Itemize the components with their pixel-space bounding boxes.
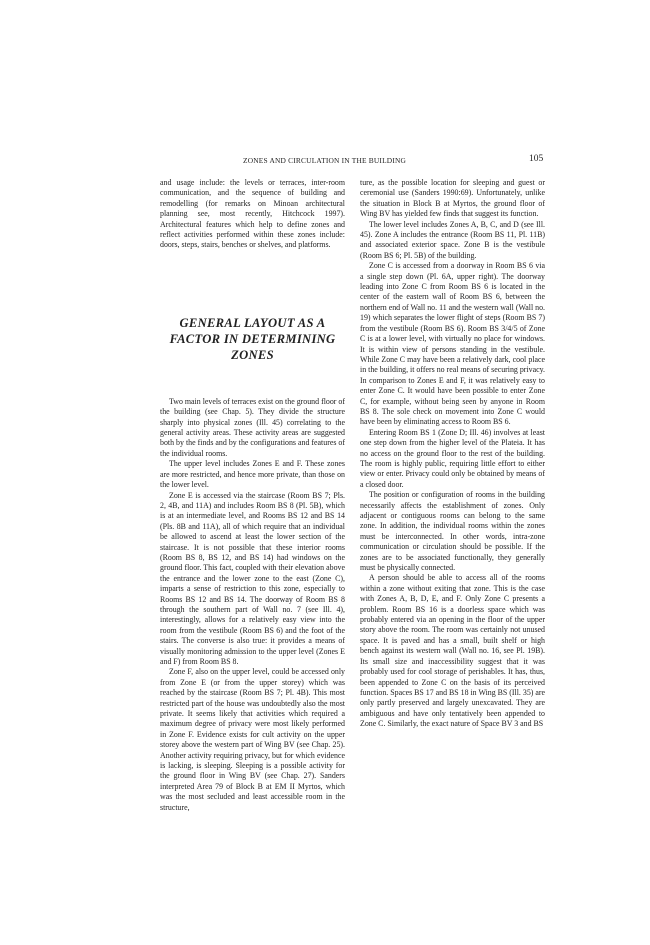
paragraph: and usage include: the levels or terraces, inter-room communication, and the sequence of building and remodelling (for remarks on Minoan architectural planning see, most recently, Hitchcock 1997). Architectural features which help to define zones and reflect activities performed within these zones include: doors, steps, stairs, benches or shelves, and platforms. [160,178,345,250]
paragraph: The position or configuration of rooms in the building necessarily affects the establishment of zones. Only adjacent or contiguous rooms can belong to the same zone. In addition, the individual rooms within the zones must be interconnected. In other words, intra-zone communication or circulation should be possible. If the zones are to be associated functionally, they generally must be physically connected. [360,490,545,573]
paragraph: Zone C is accessed from a doorway in Room BS 6 via a single step down (Pl. 6A, upper right). The doorway leading into Zone C from Room BS 6 is located in the center of the eastern wall of Room BS 6, between the northern end of Wall no. 11 and the western wall (Wall no. 19) which separates the lower flight of steps (Room BS 7) from the vestibule (Room BS 6). Room BS 3/4/5 of Zone C is at a lower level, with virtually no place for windows. It is within view of persons standing in the vestibule. While Zone C may have been a relatively dark, cool place in the building, it offers no real means of securing privacy. In comparison to Zones E and F, it was relatively easy to enter Zone C. It would have been possible to enter Zone C, for example, without being seen by anyone in Room BS 8. The sole check on movement into Zone C would have been by eliminating access to Room BS 6. [360,261,545,427]
paragraph: Two main levels of terraces exist on the ground floor of the building (see Chap. 5). They divide the structure sharply into physical zones (Ill. 45) correlating to the general activity areas. These activity areas are suggested both by the finds and by the configurations and features of the individual rooms. [160,396,345,458]
paragraph: The upper level includes Zones E and F. These zones are more restricted, and hence more private, than those on the lower level. [160,459,345,490]
paragraph: Entering Room BS 1 (Zone D; Ill. 46) involves at least one step down from the higher level of the Plateia. It has no access on the ground floor to the rest of the building. The room is highly public, requiring little effort to either view or enter. Privacy could only be obtained by means of a closed door. [360,427,545,489]
left-column [160,178,345,813]
paragraph: A person should be able to access all of the rooms within a zone without exiting that zone. This is the case with Zones A, B, D, E, and F. Only Zone C presents a problem. Room BS 16 is a doorless space which was probably entered via an opening in the floor of the upper story above the room. The room was certainly not unused space. It is paved and has a small, built shelf or high bench against its western wall (Wall no. 16, see Pl. 19B). Its small size and inaccessibility suggest that it was probably used for cool storage of perishables. It has, thus, been appended to Zone C on the basis of its perceived function. Spaces BS 17 and BS 18 in Wing BS (Ill. 35) are only partly preserved and largely unexcavated. They are ambiguous and have only tentatively been appended to Zone C. Similarly, the exact nature of Space BV 3 and BS [360,573,545,729]
paragraph: The lower level includes Zones A, B, C, and D (see Ill. 45). Zone A includes the entrance (Room BS 11, Pl. 11B) and associated exterior space. Zone B is the vestibule (Room BS 6; Pl. 5B) of the building. [360,219,545,260]
paragraph: Zone E is accessed via the staircase (Room BS 7; Pls. 2, 4B, and 11A) and includes Room BS 8 (Pl. 5B), which is at an intermediate level, and Rooms BS 12 and BS 14 (Pls. 8B and 11A), all of which require that an individual be allowed to ascend at least the lower section of the staircase. It is not possible that these interior rooms (Room BS 8, BS 12, and BS 14) had windows on the ground floor. This fact, coupled with their elevation above the entrance and the lower zone to the east (Zone C), imparts a sense of restriction to this zone, especially to Rooms BS 12 and BS 14. The doorway of Room BS 8 through the southern part of Wall no. 7 (see Ill. 4), interestingly, allows for a relatively easy view into the room from the vestibule (Room BS 6) and the foot of the stairs. The converse is also true: it provides a means of visually monitoring admission to the upper level (Zones E and F) from Room BS 8. [160,490,345,666]
page-number: 105 [529,154,544,164]
right-column [360,178,545,730]
section-heading: GENERAL LAYOUT AS A FACTOR IN DETERMINING ZONES [169,315,336,362]
paragraph: ture, as the possible location for sleeping and guest or ceremonial use (Sanders 1990:69). Unfortunately, unlike the situation in Block B at Myrtos, the ground floor of Wing BV has yielded few finds that suggest its function. [360,178,545,219]
running-head: ZONES AND CIRCULATION IN THE BUILDING [243,156,407,165]
paragraph: Zone F, also on the upper level, could be accessed only from Zone E (or from the upper storey) which was reached by the staircase (Room BS 7; Pl. 4B). This most restricted part of the house was undoubtedly also the most private. It seems likely that activities which required a maximum degree of privacy were most likely performed in Zone F. Evidence exists for cult activity on the upper storey above the western part of Wing BV (see Chap. 25). Another activity requiring privacy, but for which evidence is lacking, is sleeping. Sleeping is a possible activity for the ground floor in Wing BV (see Chap. 27). Sanders interpreted Area 79 of Block B at EM II Myrtos, which was the most secluded and least accessible room in the structure, [160,667,345,812]
